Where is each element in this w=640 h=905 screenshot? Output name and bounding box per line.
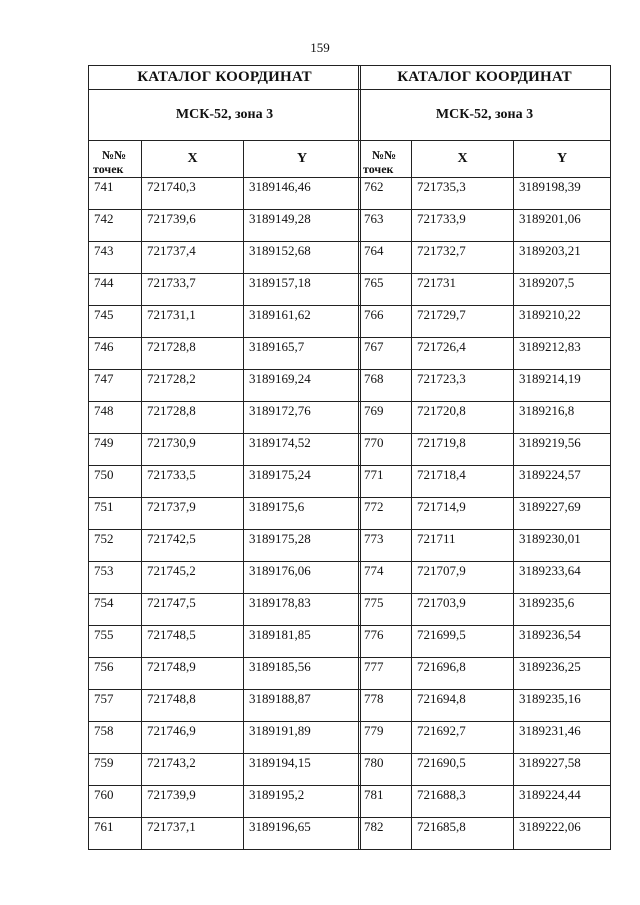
point-number-cell: 760 <box>89 786 142 818</box>
x-coordinate-cell: 721688,3 <box>412 786 514 818</box>
y-coordinate-cell: 3189152,68 <box>244 242 361 274</box>
point-number-cell: 782 <box>359 818 412 850</box>
x-coordinate-cell: 721737,1 <box>142 818 244 850</box>
table-row <box>89 466 361 498</box>
table-row <box>359 658 611 690</box>
x-coordinate-cell: 721707,9 <box>412 562 514 594</box>
table-row <box>359 754 611 786</box>
point-number-cell: 762 <box>359 178 412 210</box>
x-coordinate-cell: 721692,7 <box>412 722 514 754</box>
x-coordinate-cell: 721728,8 <box>142 402 244 434</box>
point-number-cell: 751 <box>89 498 142 530</box>
point-number-cell: 744 <box>89 274 142 306</box>
point-number-cell: 742 <box>89 210 142 242</box>
table-row <box>359 242 611 274</box>
catalog-title: КАТАЛОГ КООРДИНАТ <box>359 66 611 90</box>
point-number-header <box>359 141 412 178</box>
table-row <box>89 178 361 210</box>
table-row <box>359 466 611 498</box>
x-coordinate-cell: 721690,5 <box>412 754 514 786</box>
point-number-cell: 774 <box>359 562 412 594</box>
y-coordinate-cell: 3189203,21 <box>514 242 611 274</box>
coordinate-system-label: МСК-52, зона 3 <box>89 90 361 141</box>
x-coordinate-cell: 721719,8 <box>412 434 514 466</box>
x-coordinate-cell: 721740,3 <box>142 178 244 210</box>
table-row <box>89 306 361 338</box>
table-row <box>359 370 611 402</box>
point-number-header-line2: точек <box>363 162 394 176</box>
x-coordinate-cell: 721685,8 <box>412 818 514 850</box>
table-row <box>89 402 361 434</box>
y-coordinate-cell: 3189195,2 <box>244 786 361 818</box>
y-coordinate-cell: 3189235,16 <box>514 690 611 722</box>
table-body <box>89 178 361 850</box>
point-number-cell: 756 <box>89 658 142 690</box>
y-coordinate-cell: 3189185,56 <box>244 658 361 690</box>
table-row <box>359 626 611 658</box>
point-number-cell: 748 <box>89 402 142 434</box>
x-coordinate-cell: 721746,9 <box>142 722 244 754</box>
table-row <box>89 818 361 850</box>
x-coordinate-cell: 721748,9 <box>142 658 244 690</box>
point-number-cell: 753 <box>89 562 142 594</box>
page-number: 159 <box>310 40 330 55</box>
table-row <box>89 530 361 562</box>
y-coordinate-cell: 3189236,25 <box>514 658 611 690</box>
y-coordinate-cell: 3189207,5 <box>514 274 611 306</box>
table-body <box>359 178 611 850</box>
point-number-header-line1: №№ <box>371 148 397 162</box>
y-coordinate-cell: 3189201,06 <box>514 210 611 242</box>
x-coordinate-cell: 721745,2 <box>142 562 244 594</box>
table-row <box>89 338 361 370</box>
x-coordinate-cell: 721728,2 <box>142 370 244 402</box>
x-coordinate-cell: 721726,4 <box>412 338 514 370</box>
point-number-cell: 749 <box>89 434 142 466</box>
y-coordinate-cell: 3189227,69 <box>514 498 611 530</box>
x-coordinate-cell: 721748,8 <box>142 690 244 722</box>
table-row <box>89 722 361 754</box>
table-row <box>359 178 611 210</box>
point-number-cell: 763 <box>359 210 412 242</box>
point-number-cell: 772 <box>359 498 412 530</box>
table-row <box>89 626 361 658</box>
table-row <box>359 530 611 562</box>
y-coordinate-cell: 3189224,57 <box>514 466 611 498</box>
x-column-header: X <box>142 141 244 178</box>
point-number-cell: 767 <box>359 338 412 370</box>
y-coordinate-cell: 3189149,28 <box>244 210 361 242</box>
y-column-header: Y <box>244 141 361 178</box>
y-coordinate-cell: 3189176,06 <box>244 562 361 594</box>
x-coordinate-cell: 721748,5 <box>142 626 244 658</box>
point-number-cell: 775 <box>359 594 412 626</box>
point-number-cell: 776 <box>359 626 412 658</box>
x-coordinate-cell: 721737,9 <box>142 498 244 530</box>
y-coordinate-cell: 3189212,83 <box>514 338 611 370</box>
table-row <box>89 562 361 594</box>
x-coordinate-cell: 721699,5 <box>412 626 514 658</box>
x-coordinate-cell: 721729,7 <box>412 306 514 338</box>
y-coordinate-cell: 3189222,06 <box>514 818 611 850</box>
y-coordinate-cell: 3189191,89 <box>244 722 361 754</box>
table-row <box>89 242 361 274</box>
y-coordinate-cell: 3189165,7 <box>244 338 361 370</box>
point-number-cell: 765 <box>359 274 412 306</box>
point-number-cell: 766 <box>359 306 412 338</box>
y-coordinate-cell: 3189224,44 <box>514 786 611 818</box>
point-number-cell: 754 <box>89 594 142 626</box>
y-coordinate-cell: 3189227,58 <box>514 754 611 786</box>
point-number-header-line2: точек <box>93 162 124 176</box>
point-number-cell: 757 <box>89 690 142 722</box>
table-row <box>359 306 611 338</box>
point-number-cell: 741 <box>89 178 142 210</box>
table-row <box>89 498 361 530</box>
point-number-cell: 779 <box>359 722 412 754</box>
y-coordinate-cell: 3189172,76 <box>244 402 361 434</box>
table-row <box>359 690 611 722</box>
point-number-cell: 750 <box>89 466 142 498</box>
point-number-cell: 747 <box>89 370 142 402</box>
point-number-cell: 769 <box>359 402 412 434</box>
table-row <box>89 274 361 306</box>
y-coordinate-cell: 3189175,28 <box>244 530 361 562</box>
x-coordinate-cell: 721739,6 <box>142 210 244 242</box>
table-row <box>89 370 361 402</box>
point-number-cell: 755 <box>89 626 142 658</box>
y-coordinate-cell: 3189181,85 <box>244 626 361 658</box>
y-coordinate-cell: 3189230,01 <box>514 530 611 562</box>
y-column-header: Y <box>514 141 611 178</box>
table-row <box>89 786 361 818</box>
point-number-cell: 781 <box>359 786 412 818</box>
table-row <box>359 722 611 754</box>
table-row <box>359 274 611 306</box>
point-number-cell: 758 <box>89 722 142 754</box>
table-row <box>89 210 361 242</box>
coordinate-catalog-table-left <box>88 65 361 850</box>
x-coordinate-cell: 721694,8 <box>412 690 514 722</box>
x-coordinate-cell: 721747,5 <box>142 594 244 626</box>
y-coordinate-cell: 3189214,19 <box>514 370 611 402</box>
table-row <box>359 786 611 818</box>
point-number-cell: 777 <box>359 658 412 690</box>
x-coordinate-cell: 721743,2 <box>142 754 244 786</box>
x-coordinate-cell: 721739,9 <box>142 786 244 818</box>
x-coordinate-cell: 721723,3 <box>412 370 514 402</box>
x-coordinate-cell: 721733,5 <box>142 466 244 498</box>
y-coordinate-cell: 3189188,87 <box>244 690 361 722</box>
x-coordinate-cell: 721733,9 <box>412 210 514 242</box>
point-number-cell: 771 <box>359 466 412 498</box>
x-coordinate-cell: 721696,8 <box>412 658 514 690</box>
table-row <box>89 594 361 626</box>
table-row <box>359 210 611 242</box>
table-row <box>89 434 361 466</box>
point-number-cell: 770 <box>359 434 412 466</box>
x-coordinate-cell: 721731 <box>412 274 514 306</box>
x-coordinate-cell: 721735,3 <box>412 178 514 210</box>
catalog-title: КАТАЛОГ КООРДИНАТ <box>89 66 361 90</box>
table-row <box>359 594 611 626</box>
y-coordinate-cell: 3189161,62 <box>244 306 361 338</box>
y-coordinate-cell: 3189196,65 <box>244 818 361 850</box>
y-coordinate-cell: 3189169,24 <box>244 370 361 402</box>
y-coordinate-cell: 3189216,8 <box>514 402 611 434</box>
x-coordinate-cell: 721703,9 <box>412 594 514 626</box>
point-number-cell: 746 <box>89 338 142 370</box>
y-coordinate-cell: 3189235,6 <box>514 594 611 626</box>
table-row <box>359 562 611 594</box>
x-column-header: X <box>412 141 514 178</box>
y-coordinate-cell: 3189174,52 <box>244 434 361 466</box>
y-coordinate-cell: 3189178,83 <box>244 594 361 626</box>
y-coordinate-cell: 3189175,24 <box>244 466 361 498</box>
x-coordinate-cell: 721737,4 <box>142 242 244 274</box>
table-row <box>359 338 611 370</box>
point-number-cell: 778 <box>359 690 412 722</box>
y-coordinate-cell: 3189236,54 <box>514 626 611 658</box>
table-row <box>359 498 611 530</box>
x-coordinate-cell: 721728,8 <box>142 338 244 370</box>
point-number-cell: 773 <box>359 530 412 562</box>
point-number-header-line1: №№ <box>101 148 127 162</box>
y-coordinate-cell: 3189157,18 <box>244 274 361 306</box>
x-coordinate-cell: 721718,4 <box>412 466 514 498</box>
point-number-cell: 761 <box>89 818 142 850</box>
y-coordinate-cell: 3189146,46 <box>244 178 361 210</box>
point-number-cell: 768 <box>359 370 412 402</box>
point-number-cell: 780 <box>359 754 412 786</box>
x-coordinate-cell: 721730,9 <box>142 434 244 466</box>
y-coordinate-cell: 3189219,56 <box>514 434 611 466</box>
point-number-cell: 759 <box>89 754 142 786</box>
y-coordinate-cell: 3189198,39 <box>514 178 611 210</box>
coordinate-catalog-table-right <box>358 65 611 850</box>
point-number-cell: 743 <box>89 242 142 274</box>
x-coordinate-cell: 721731,1 <box>142 306 244 338</box>
x-coordinate-cell: 721711 <box>412 530 514 562</box>
x-coordinate-cell: 721732,7 <box>412 242 514 274</box>
y-coordinate-cell: 3189175,6 <box>244 498 361 530</box>
y-coordinate-cell: 3189194,15 <box>244 754 361 786</box>
table-row <box>89 754 361 786</box>
point-number-header <box>89 141 142 178</box>
table-row <box>89 658 361 690</box>
y-coordinate-cell: 3189231,46 <box>514 722 611 754</box>
coordinate-system-label: МСК-52, зона 3 <box>359 90 611 141</box>
y-coordinate-cell: 3189210,22 <box>514 306 611 338</box>
table-row <box>359 434 611 466</box>
table-row <box>89 690 361 722</box>
table-row <box>359 818 611 850</box>
point-number-cell: 752 <box>89 530 142 562</box>
x-coordinate-cell: 721742,5 <box>142 530 244 562</box>
x-coordinate-cell: 721733,7 <box>142 274 244 306</box>
x-coordinate-cell: 721714,9 <box>412 498 514 530</box>
point-number-cell: 745 <box>89 306 142 338</box>
y-coordinate-cell: 3189233,64 <box>514 562 611 594</box>
table-row <box>359 402 611 434</box>
point-number-cell: 764 <box>359 242 412 274</box>
x-coordinate-cell: 721720,8 <box>412 402 514 434</box>
